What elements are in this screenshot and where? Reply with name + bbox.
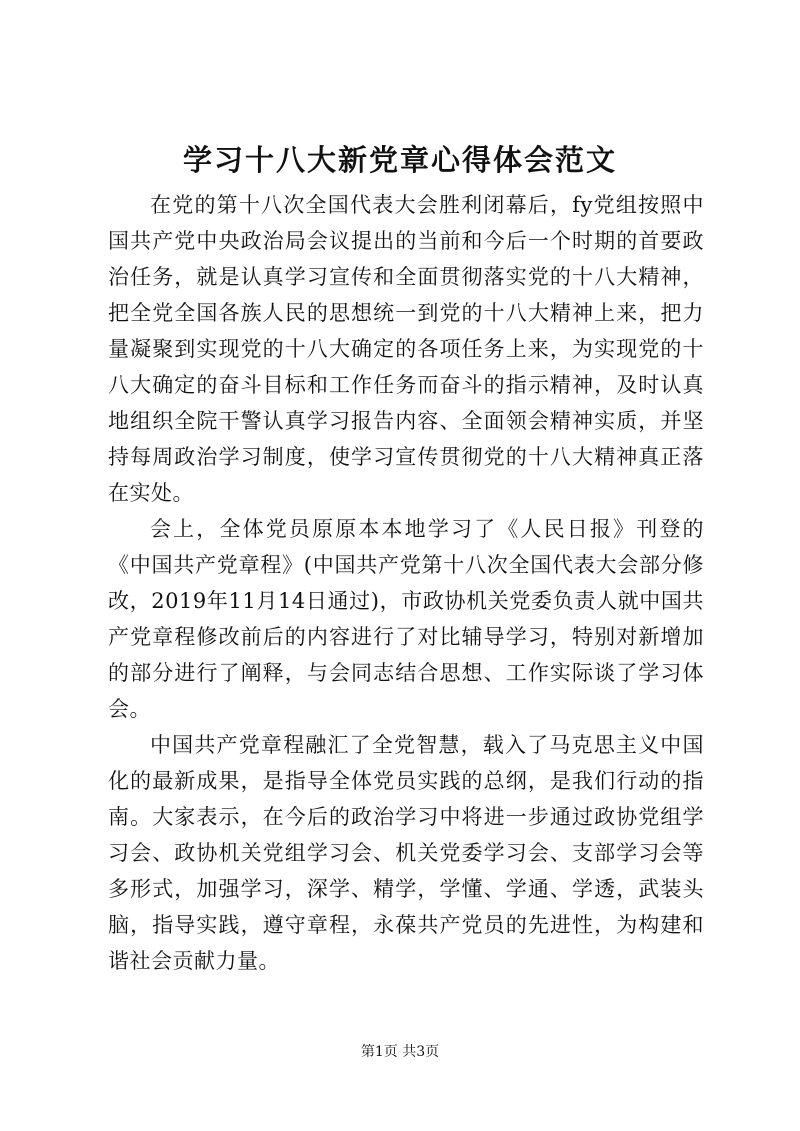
document-body	[108, 187, 704, 979]
paragraph-2: 会上，全体党员原原本本地学习了《人民日报》刊登的《中国共产党章程》(中国共产党第十八次全国代表大会部分修改，2019年11月14日通过)，市政协机关党委负责人就中国共产党章程修改前后的内容进行了对比辅导学习，特别对新增加的部分进行了阐释，与会同志结合思想、工作实际谈了学习体会。	[108, 517, 704, 721]
paragraph-1: 在党的第十八次全国代表大会胜利闭幕后，fy党组按照中国共产党中央政治局会议提出的当前和今后一个时期的首要政治任务，就是认真学习宣传和全面贯彻落实党的十八大精神，把全党全国各族人民的思想统一到党的十八大精神上来，把力量凝聚到实现党的十八大确定的各项任务上来，为实现党的十八大确定的奋斗目标和工作任务而奋斗的指示精神，及时认真地组织全院干警认真学习报告内容、全面领会精神实质，并坚持每周政治学习制度，使学习宣传贯彻党的十八大精神真正落在实处。	[108, 193, 704, 505]
page-number-footer: 第1页 共3页	[360, 1044, 440, 1060]
paragraph-3: 中国共产党章程融汇了全党智慧，载入了马克思主义中国化的最新成果，是指导全体党员实践的总纲，是我们行动的指南。大家表示，在今后的政治学习中将进一步通过政协党组学习会、政协机关党组学习会、机关党委学习会、支部学习会等多形式，加强学习，深学、精学，学懂、学通、学透，武装头脑，指导实践，遵守章程，永葆共产党员的先进性，为构建和谐社会贡献力量。	[108, 733, 704, 973]
document-title: 学习十八大新党章心得体会范文	[182, 143, 617, 177]
